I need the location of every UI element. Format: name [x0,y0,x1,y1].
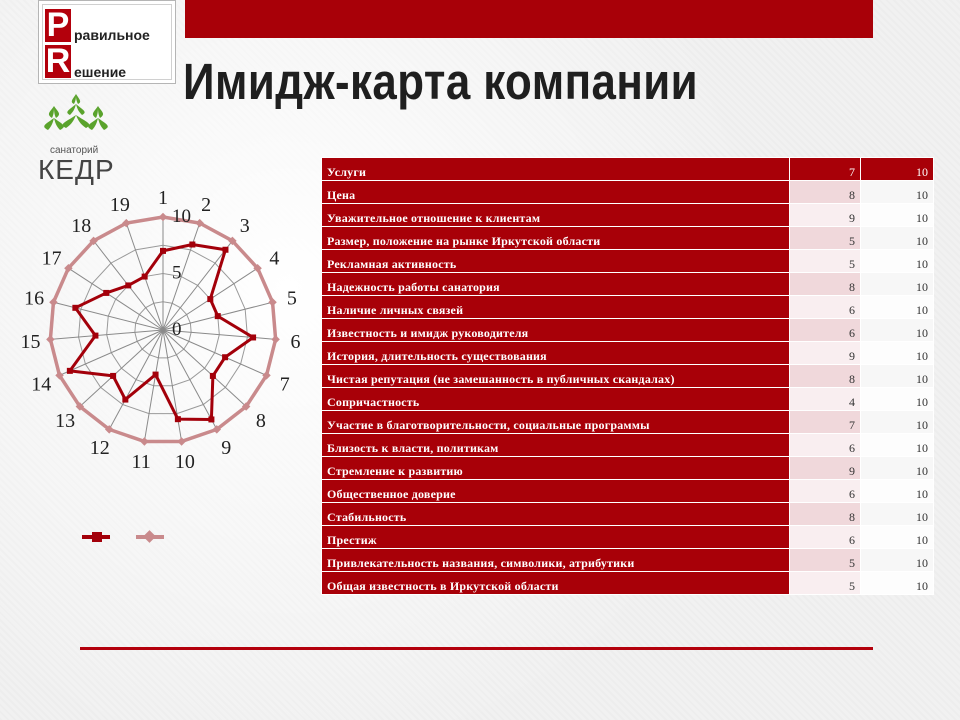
legend-marker-max [143,530,156,543]
parameters-table [321,157,934,595]
axis-label: 14 [31,373,52,396]
row-label: Престиж [322,526,790,549]
series-1-point [189,241,195,247]
company-logo [38,0,176,84]
row-max: 10 [861,526,934,549]
row-label: Близость к власти, политикам [322,434,790,457]
axis-label: 19 [109,194,130,217]
axis-label: 18 [71,215,92,238]
table-row [322,342,934,365]
series-1-point [175,416,181,422]
row-label: Надежность работы санатория [322,273,790,296]
row-value: 9 [790,204,861,227]
table-row [322,434,934,457]
row-value: 5 [790,572,861,595]
page-title: Имидж-карта компании [183,53,699,110]
row-max: 10 [861,158,934,181]
series-1-point [122,397,128,403]
series-1-point [210,373,216,379]
brand-name: КЕДР [38,154,115,185]
axis-label: 2 [201,194,212,217]
table-row [322,273,934,296]
logo-letter-p: P [46,6,70,44]
row-max: 10 [861,480,934,503]
logo-letter-r: R [45,42,71,80]
row-max: 10 [861,181,934,204]
axis-label: 9 [221,436,232,459]
row-value: 8 [790,181,861,204]
table-row [322,480,934,503]
axis-label: 16 [24,287,45,310]
row-label: Рекламная активность [322,250,790,273]
series-1-point [222,354,228,360]
table-row [322,503,934,526]
row-label: Общая известность в Иркутской области [322,572,790,595]
logo-word-1: равильное [74,27,150,43]
series-1-point [153,372,159,378]
row-value: 6 [790,526,861,549]
row-max: 10 [861,342,934,365]
row-max: 10 [861,273,934,296]
row-max: 10 [861,250,934,273]
row-value: 9 [790,457,861,480]
row-label: Стабильность [322,503,790,526]
footer-divider [80,647,873,650]
row-value: 8 [790,365,861,388]
row-max: 10 [861,365,934,388]
row-value: 9 [790,342,861,365]
axis-label: 3 [239,215,250,238]
row-label: История, длительность существования [322,342,790,365]
row-label: Известность и имидж руководителя [322,319,790,342]
table-row [322,388,934,411]
grid-spoke [68,268,163,330]
row-label: Уважительное отношение к клиентам [322,204,790,227]
row-label: Привлекательность названия, символики, атрибутики [322,549,790,572]
header-bar [185,0,873,38]
table-row [322,319,934,342]
radial-tick-label: 10 [172,206,191,227]
row-value: 5 [790,227,861,250]
table-row [322,572,934,595]
series-2-point [159,213,167,221]
row-label: Общественное доверие [322,480,790,503]
row-max: 10 [861,227,934,250]
series-1-point [215,313,221,319]
row-value: 8 [790,503,861,526]
row-max: 10 [861,204,934,227]
axis-label: 11 [131,451,151,474]
axis-label: 1 [158,187,168,209]
row-value: 4 [790,388,861,411]
series-1-point [92,333,98,339]
row-label: Размер, положение на рынке Иркутской области [322,227,790,250]
row-value: 7 [790,158,861,181]
axis-label: 4 [269,247,280,270]
row-label: Цена [322,181,790,204]
grid-spoke [53,302,163,330]
table-row [322,526,934,549]
row-max: 10 [861,572,934,595]
row-value: 5 [790,250,861,273]
row-value: 5 [790,549,861,572]
series-1-point [250,334,256,340]
row-value: 6 [790,296,861,319]
row-value: 6 [790,480,861,503]
axis-label: 10 [174,451,195,474]
axis-label: 5 [286,287,297,310]
row-value: 6 [790,319,861,342]
series-1-point [103,290,109,296]
brand-subtitle: санаторий [50,145,99,156]
row-max: 10 [861,457,934,480]
series-2-point [46,335,54,343]
axis-label: 7 [279,373,290,396]
series-1-point [110,373,116,379]
row-max: 10 [861,503,934,526]
radar-chart [0,160,320,490]
row-label: Чистая репутация (не замешанность в публичных скандалах) [322,365,790,388]
row-label: Сопричастность [322,388,790,411]
radial-tick-label: 0 [172,319,182,340]
row-max: 10 [861,319,934,342]
series-2-point [140,437,148,445]
series-1-point [208,416,214,422]
row-max: 10 [861,388,934,411]
row-max: 10 [861,549,934,572]
series-2-point [177,437,185,445]
chart-legend [80,525,180,549]
series-1-point [222,247,228,253]
table-row [322,250,934,273]
row-max: 10 [861,411,934,434]
table-row [322,204,934,227]
series-2-point [271,335,279,343]
axis-label: 8 [255,410,266,433]
table-row [322,158,934,181]
grid-spoke [163,330,246,407]
table-row [322,411,934,434]
series-1-point [125,282,131,288]
table-row [322,227,934,250]
row-value: 7 [790,411,861,434]
series-1-point [160,248,166,254]
row-value: 6 [790,434,861,457]
tree-icon [36,90,116,146]
row-label: Услуги [322,158,790,181]
axis-label: 17 [41,247,62,270]
series-1-point [67,368,73,374]
row-label: Стремление к развитию [322,457,790,480]
legend-marker-actual [92,532,102,542]
table-row [322,181,934,204]
row-value: 8 [790,273,861,296]
row-max: 10 [861,296,934,319]
table-row [322,296,934,319]
axis-label: 13 [55,410,76,433]
row-label: Участие в благотворительности, социальные программы [322,411,790,434]
series-1-point [207,296,213,302]
table-row [322,549,934,572]
logo-word-2: ешение [74,64,127,80]
axis-label: 15 [20,330,41,353]
series-1-point [142,274,148,280]
axis-label: 6 [290,330,301,353]
row-label: Наличие личных связей [322,296,790,319]
radial-tick-label: 5 [172,262,182,284]
table-row [322,365,934,388]
axis-label: 12 [89,436,110,459]
row-max: 10 [861,434,934,457]
table-row [322,457,934,480]
series-1-point [72,305,78,311]
